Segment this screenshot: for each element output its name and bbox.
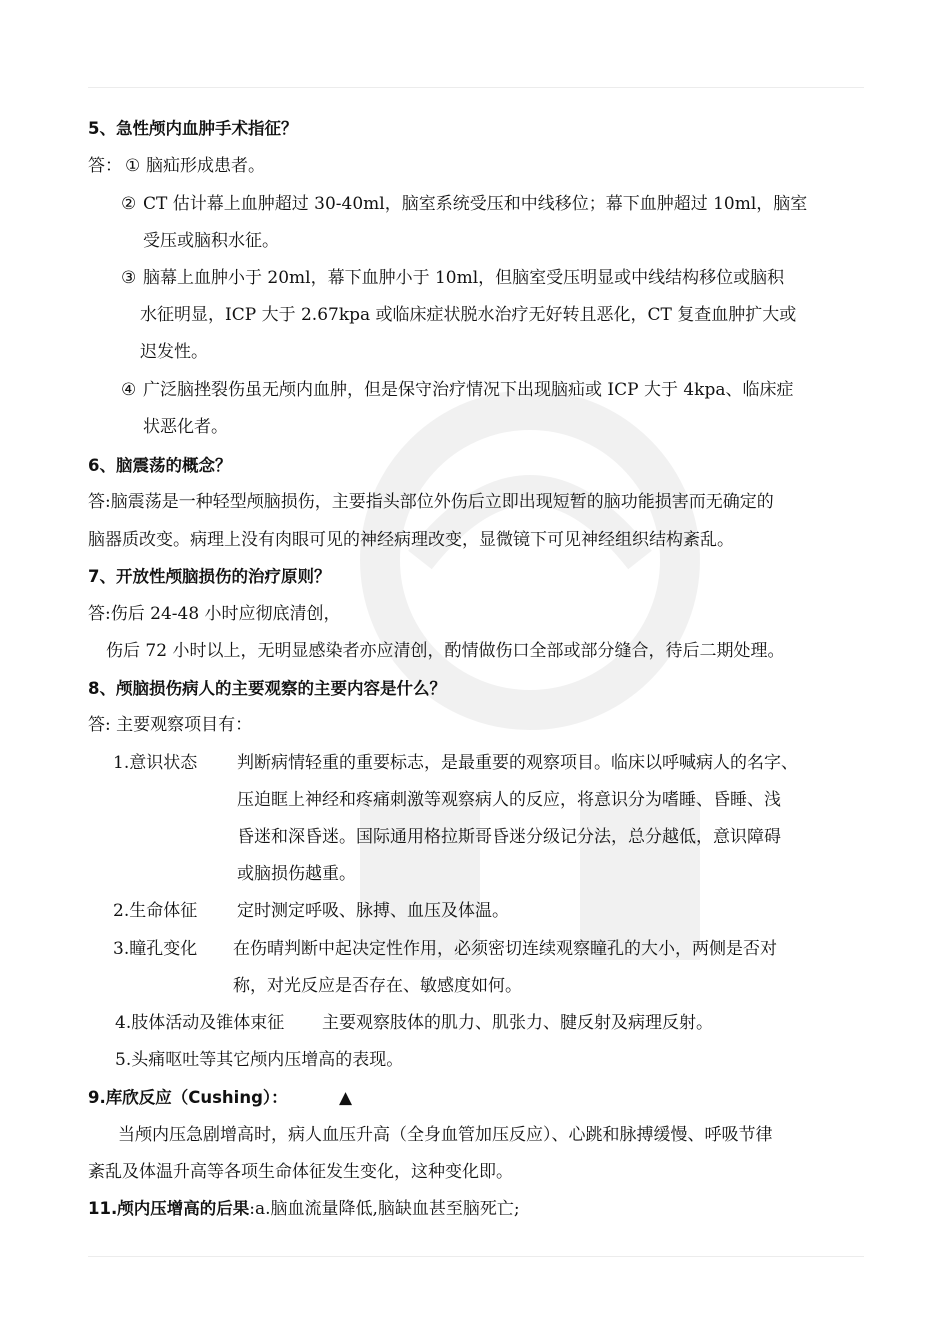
q5-item3-line: 脑幕上血肿小于 20ml，幕下血肿小于 10ml，但脑室受压明显或中线结构移位或脑积: [143, 268, 785, 288]
q8-item-line: 昏迷和深昏迷。国际通用格拉斯哥昏迷分级记分法，总分越低，意识障碍: [237, 827, 781, 847]
q9-heading: 9.库欣反应（Cushing）：: [88, 1088, 288, 1107]
q5-item3-line: 迟发性。: [140, 342, 208, 362]
q5-item2-line: 受压或脑积水征。: [143, 231, 279, 251]
q8-item-line: 或脑损伤越重。: [237, 864, 356, 884]
q11-heading: 11.颅内压增高的后果: [88, 1199, 250, 1218]
q5-item3-mark: ③: [121, 268, 137, 288]
q8-item-label: 2.生命体征: [113, 901, 198, 921]
q8-intro: 答: 主要观察项目有：: [88, 715, 253, 735]
q8-item-line: 在伤晴判断中起决定性作用，必须密切连续观察瞳孔的大小，两侧是否对: [233, 939, 777, 959]
triangle-icon: ▲: [339, 1088, 353, 1108]
q5-answer-prefix: 答：: [88, 156, 122, 176]
q11-line: [88, 1198, 520, 1220]
q5-item2-line: CT 估计幕上血肿超过 30-40ml，脑室系统受压和中线移位；幕下血肿超过 10ml，脑室: [143, 194, 808, 214]
q9-answer-line: 紊乱及体温升高等各项生命体征发生变化，这种变化即。: [88, 1162, 513, 1182]
q7-heading: 7、开放性颅脑损伤的治疗原则？: [88, 567, 331, 586]
q8-item-label: 5.头痛呕吐等其它颅内压增高的表现。: [115, 1050, 404, 1070]
q5-item4-line: 广泛脑挫裂伤虽无颅内血肿，但是保守治疗情况下出现脑疝或 ICP 大于 4kpa、临床症: [143, 380, 794, 400]
q7-answer-line: 答:伤后 24-48 小时应彻底清创，: [88, 604, 341, 624]
q8-item-line: 压迫眶上神经和疼痛刺激等观察病人的反应，将意识分为嗜睡、昏睡、浅: [237, 790, 781, 810]
q8-item-label: 1.意识状态: [113, 753, 198, 773]
q8-item-line: 定时测定呼吸、脉搏、血压及体温。: [237, 901, 509, 921]
q5-item2-mark: ②: [121, 194, 137, 214]
q5-heading: 5、急性颅内血肿手术指征？: [88, 119, 298, 138]
q8-item-label: 3.瞳孔变化: [113, 939, 198, 959]
q7-answer-line: 伤后 72 小时以上，无明显感染者亦应清创，酌情做伤口全部或部分缝合，待后二期处理。: [106, 641, 785, 661]
q5-item4-mark: ④: [121, 380, 137, 400]
q8-item-line: 主要观察肢体的肌力、肌张力、腱反射及病理反射。: [322, 1013, 713, 1033]
footer-rule: [88, 1256, 864, 1257]
q6-answer-line: 脑器质改变。病理上没有肉眼可见的神经病理改变，显微镜下可见神经组织结构紊乱。: [88, 530, 734, 550]
q6-heading: 6、脑震荡的概念？: [88, 456, 232, 475]
header-rule: [88, 87, 864, 88]
q5-item4-line: 状恶化者。: [143, 417, 228, 437]
q5-item1-line: 脑疝形成患者。: [146, 156, 265, 176]
q6-answer-line: 答:脑震荡是一种轻型颅脑损伤，主要指头部位外伤后立即出现短暂的脑功能损害而无确定的: [88, 492, 774, 512]
q5-item1-mark: ①: [125, 156, 141, 176]
q8-item-line: 判断病情轻重的重要标志，是最重要的观察项目。临床以呼喊病人的名字、: [237, 753, 798, 773]
q11-text: :a.脑血流量降低,脑缺血甚至脑死亡;: [249, 1199, 520, 1219]
q8-heading: 8、颅脑损伤病人的主要观察的主要内容是什么？: [88, 679, 446, 698]
q8-item-line: 称，对光反应是否存在、敏感度如何。: [233, 976, 522, 996]
q8-item-label: 4.肢体活动及锥体束征: [115, 1013, 285, 1033]
q9-answer-line: 当颅内压急剧增高时，病人血压升高（全身血管加压反应）、心跳和脉搏缓慢、呼吸节律: [118, 1125, 773, 1145]
q5-item3-line: 水征明显，ICP 大于 2.67kpa 或临床症状脱水治疗无好转且恶化，CT 复查血肿扩大或: [140, 305, 797, 325]
